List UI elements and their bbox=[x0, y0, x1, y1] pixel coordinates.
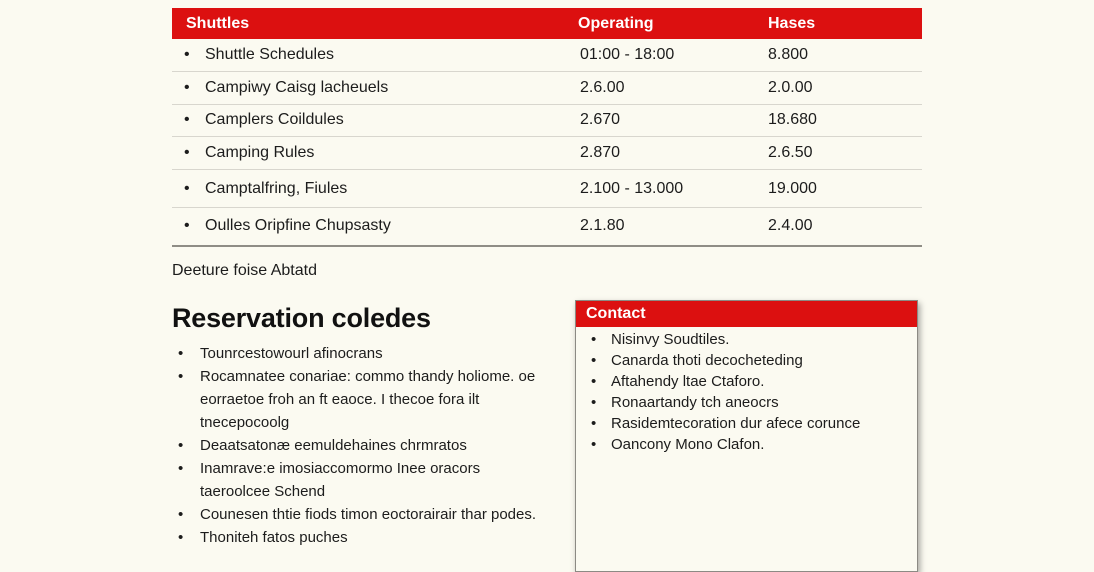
list-item-text: Rasidemtecoration dur afece corunce bbox=[611, 415, 861, 432]
row-name: Oulles Oripfine Chupsasty bbox=[205, 217, 391, 234]
list-item-text: Nisinvy Soudtiles. bbox=[611, 331, 730, 348]
list-item bbox=[172, 342, 552, 365]
bullet-icon: • bbox=[591, 415, 597, 432]
bullet-icon: • bbox=[591, 436, 597, 453]
bullet-icon: • bbox=[178, 368, 184, 385]
list-item bbox=[576, 413, 917, 434]
contact-panel bbox=[575, 300, 918, 572]
row-hours: 2.1.80 bbox=[580, 217, 625, 234]
row-rate: 2.0.00 bbox=[768, 79, 813, 96]
table-row bbox=[172, 105, 922, 137]
row-rate: 2.6.50 bbox=[768, 144, 813, 161]
schedule-table bbox=[172, 8, 922, 247]
bullet-icon: • bbox=[184, 180, 190, 197]
list-item bbox=[576, 329, 917, 350]
header-shuttles: Shuttles bbox=[186, 15, 250, 32]
table-row bbox=[172, 72, 922, 105]
table-row bbox=[172, 170, 922, 208]
row-hours: 01:00 - 18:00 bbox=[580, 46, 675, 63]
list-item-text: Oancony Mono Clafon. bbox=[611, 436, 765, 453]
bullet-icon: • bbox=[184, 46, 190, 63]
row-name: Camptalfring, Fiules bbox=[205, 180, 348, 197]
bullet-icon: • bbox=[184, 217, 190, 234]
bullet-icon: • bbox=[178, 345, 184, 362]
bullet-icon: • bbox=[178, 529, 184, 546]
list-item bbox=[172, 365, 552, 434]
list-item bbox=[576, 434, 917, 455]
list-item-text: Ronaartandy tch aneocrs bbox=[611, 394, 779, 411]
bullet-icon: • bbox=[591, 394, 597, 411]
reservation-list bbox=[172, 342, 552, 549]
reservation-section bbox=[172, 300, 552, 549]
list-item-text: Aftahendy ltae Ctaforo. bbox=[611, 373, 765, 390]
row-rate: 2.4.00 bbox=[768, 217, 813, 234]
list-item-text: Thoniteh fatos puches bbox=[200, 529, 348, 546]
list-item-text: Tounrcestowourl afinocrans bbox=[200, 345, 383, 362]
list-item bbox=[172, 457, 552, 503]
row-name: Camping Rules bbox=[205, 144, 315, 161]
row-hours: 2.670 bbox=[580, 111, 621, 128]
list-item bbox=[172, 434, 552, 457]
bullet-icon: • bbox=[184, 144, 190, 161]
bullet-icon: • bbox=[178, 460, 184, 477]
row-name: Camplers Coildules bbox=[205, 111, 344, 128]
list-item-text: Inamrave:e imosiaccomormo Inee oracors taeroolcee Schend bbox=[200, 460, 481, 500]
contact-title: Contact bbox=[576, 301, 917, 327]
row-name: Shuttle Schedules bbox=[205, 46, 334, 63]
table-row bbox=[172, 39, 922, 72]
list-item-text: Deaatsatonæ eemuldehaines chrmratos bbox=[200, 437, 467, 454]
list-item bbox=[172, 503, 552, 526]
list-item bbox=[576, 350, 917, 371]
bullet-icon: • bbox=[184, 79, 190, 96]
bullet-icon: • bbox=[591, 331, 597, 348]
row-hours: 2.6.00 bbox=[580, 79, 625, 96]
row-name: Campiwy Caisg lacheuels bbox=[205, 79, 389, 96]
list-item-text: Canarda thoti decocheteding bbox=[611, 352, 803, 369]
row-hours: 2.100 - 13.000 bbox=[580, 180, 684, 197]
contact-list bbox=[576, 329, 917, 455]
row-rate: 8.800 bbox=[768, 46, 809, 63]
header-operating: Operating bbox=[578, 15, 654, 32]
header-hases: Hases bbox=[768, 15, 816, 32]
schedule-table-header bbox=[172, 8, 922, 39]
table-row bbox=[172, 208, 922, 247]
list-item bbox=[172, 526, 552, 549]
list-item-text: Counesen thtie fiods timon eoctorairair thar podes. bbox=[200, 506, 537, 523]
table-caption: Deeture foise Abtatd bbox=[172, 262, 317, 279]
row-rate: 18.680 bbox=[768, 111, 817, 128]
bullet-icon: • bbox=[178, 437, 184, 454]
list-item-text: Rocamnatee conariae: commo thandy holiome. oe eorraetoe froh an ft eaoce. I thecoe fora ilt tnecepocoolg bbox=[200, 368, 536, 431]
bullet-icon: • bbox=[591, 373, 597, 390]
bullet-icon: • bbox=[591, 352, 597, 369]
table-row bbox=[172, 137, 922, 170]
bullet-icon: • bbox=[184, 111, 190, 128]
bullet-icon: • bbox=[178, 506, 184, 523]
reservation-title: Reservation coledes bbox=[172, 303, 431, 333]
row-rate: 19.000 bbox=[768, 180, 817, 197]
list-item bbox=[576, 371, 917, 392]
row-hours: 2.870 bbox=[580, 144, 621, 161]
list-item bbox=[576, 392, 917, 413]
